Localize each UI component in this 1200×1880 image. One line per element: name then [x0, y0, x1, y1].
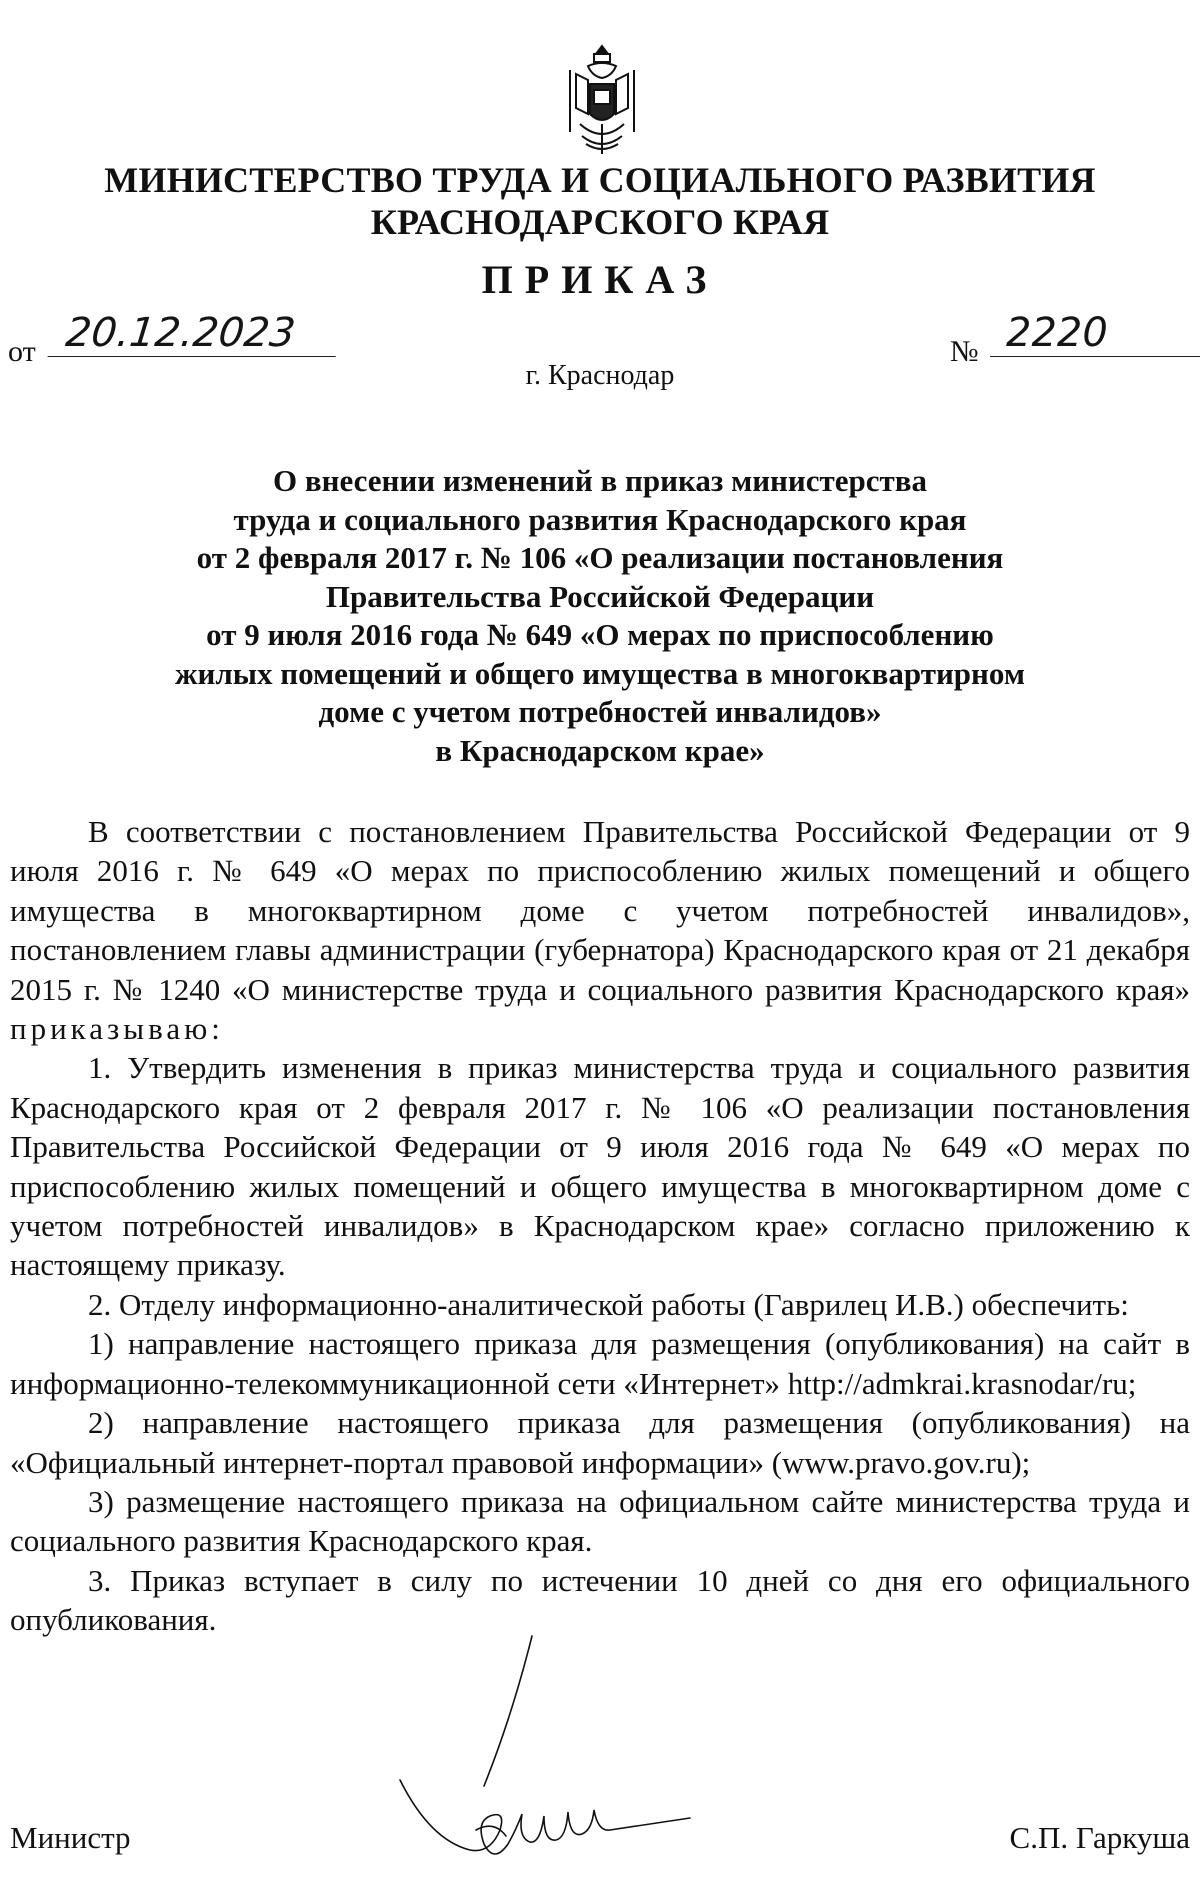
signatory-name: С.П. Гаркуша	[1009, 1820, 1190, 1855]
preamble-text: В соответствии с постановлением Правительства Российской Федерации от 9 июля 2016 г. № 649 «О мерах по приспособлению жилых помещений и общего имущества в многоквартирном доме с учетом потребностей инвалидов», постановлением главы администрации (губернатора) Краснодарского края от 21 декабря 2015 г. № 1240 «О министерстве труда и социального развития Краснодарского края»	[10, 814, 1190, 1007]
title-line: от 9 июля 2016 года № 649 «О мерах по приспособлению	[206, 617, 994, 652]
item-2-3: 3) размещение настоящего приказа на официальном сайте министерства труда и социального развития Краснодарского края.	[10, 1483, 1190, 1559]
item-2-2: 2) направление настоящего приказа для размещения (опубликования) на «Официальный интернет-портал правовой информации» (www.pravo.gov.ru);	[10, 1405, 1190, 1480]
preamble-paragraph	[10, 812, 1190, 1048]
ministry-name-line2: КРАСНОДАРСКОГО КРАЯ	[370, 202, 830, 242]
title-line: О внесении изменений в приказ министерства	[272, 463, 927, 498]
item-3: 3. Приказ вступает в силу по истечении 10 дней со дня его официального опубликования.	[10, 1562, 1190, 1638]
item-2: 2. Отделу информационно-аналитической работы (Гаврилец И.В.) обеспечить:	[88, 1286, 1129, 1322]
title-line: доме с учетом потребностей инвалидов»	[318, 694, 882, 729]
item-1: 1. Утвердить изменения в приказ министерства труда и социального развития Краснодарского края от 2 февраля 2017 г. № 106 «О реализации постановления Правительства Российской Федерации от 9 июля 2016 года № 649 «О мерах по приспособлению жилых помещений и общего имущества в многоквартирном доме с учетом потребностей инвалидов» в Краснодарском крае» согласно приложению к настоящему приказу.	[10, 1050, 1190, 1283]
item-2-1: 1) направление настоящего приказа для размещения (опубликования) на сайт в информационно-телекоммуникационной сети «Интернет» http://admkrai.krasnodar/ru;	[10, 1326, 1190, 1401]
title-line: Правительства Российской Федерации	[325, 578, 875, 614]
number-label: №	[950, 335, 979, 368]
coat-of-arms-icon	[560, 40, 644, 158]
title-line: в Краснодарском крае»	[435, 732, 765, 768]
document-body	[10, 812, 1190, 1640]
title-line: жилых помещений и общего имущества в многоквартирном	[175, 655, 1025, 691]
city: г. Краснодар	[525, 360, 675, 391]
signatory-position: Министр	[10, 1820, 131, 1855]
number-value: 2220	[990, 310, 1200, 357]
document-type: ПРИКАЗ	[481, 257, 719, 302]
date-value: 20.12.2023	[48, 310, 341, 357]
title-line: труда и социального развития Краснодарского края	[233, 501, 967, 537]
date-label: от	[8, 335, 36, 368]
ministry-name-line1: МИНИСТЕРСТВО ТРУДА И СОЦИАЛЬНОГО РАЗВИТИЯ	[104, 160, 1096, 200]
document-title	[0, 462, 1200, 770]
order-word: приказываю:	[10, 1011, 224, 1047]
title-line: от 2 февраля 2017 г. № 106 «О реализации постановления	[196, 540, 1004, 575]
handwritten-signature-icon	[380, 1630, 720, 1880]
